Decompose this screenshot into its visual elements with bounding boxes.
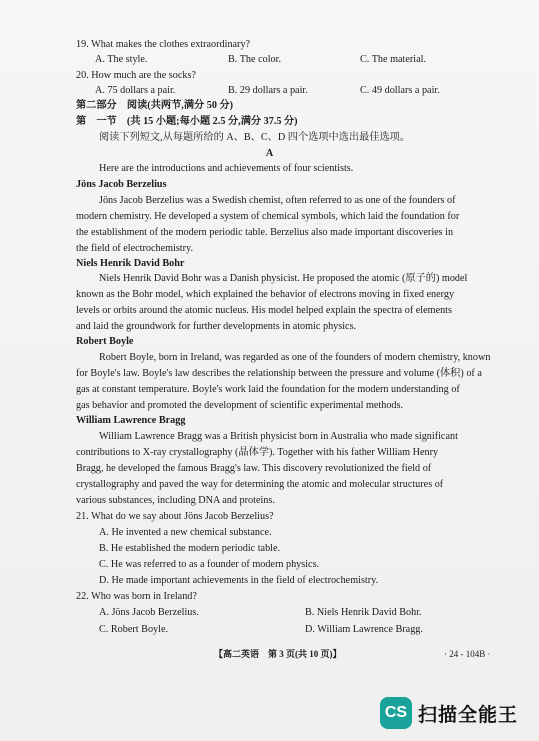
berzelius-line-4: the field of electrochemistry. <box>76 243 194 254</box>
bragg-line-5: various substances, including DNA and proteins. <box>76 495 275 506</box>
q21-option-a: A. He invented a new chemical substance. <box>99 527 272 538</box>
section1-heading: 第 一节 (共 15 小题;每小题 2.5 分,满分 37.5 分) <box>76 116 298 127</box>
q19-option-c: C. The material. <box>360 54 427 65</box>
q19-option-a: A. The style. <box>95 54 148 65</box>
bohr-line-4: and laid the groundwork for further developments in atomic physics. <box>76 321 357 332</box>
q21-option-c: C. He was referred to as a founder of modern physics. <box>99 559 320 570</box>
page-footer: 【高二英语 第 3 页(共 10 页)】 <box>214 649 342 659</box>
q22-option-b: B. Niels Henrik David Bohr. <box>305 607 422 618</box>
bohr-line-3: levels or orbits around the atomic nucleus. His model helped explain the spectra of elements <box>76 305 452 316</box>
q22-option-c: C. Robert Boyle. <box>99 624 169 635</box>
bohr-line-2: known as the Bohr model, which explained the behavior of electrons moving in fixed energy <box>76 289 455 300</box>
boyle-line-3: gas at constant temperature. Boyle's work laid the foundation for the modern understanding of <box>76 384 460 395</box>
bragg-line-2: contributions to X-ray crystallography (晶体学). Together with his father William Henry <box>76 447 439 458</box>
boyle-line-4: gas behavior and promoted the development of scientific experimental methods. <box>76 400 404 411</box>
passage-letter: A <box>265 148 274 159</box>
camscanner-logo <box>380 696 518 730</box>
q19-option-b: B. The color. <box>228 54 282 65</box>
bragg-line-1: William Lawrence Bragg was a British physicist born in Australia who made significant <box>99 431 458 442</box>
q19-stem: 19. What makes the clothes extraordinary? <box>76 39 251 50</box>
scientist-name-bragg: William Lawrence Bragg <box>76 415 186 426</box>
camscanner-name: 扫描全能王 <box>418 703 519 726</box>
q21-option-d: D. He made important achievements in the field of electrochemistry. <box>99 575 379 586</box>
q20-stem: 20. How much are the socks? <box>76 70 196 81</box>
berzelius-line-3: the establishment of the modern periodic table. Berzelius also made important discoveries in <box>76 227 454 238</box>
camscanner-badge: CS <box>380 697 412 729</box>
scientist-name-berzelius: Jöns Jacob Berzelius <box>76 179 167 190</box>
berzelius-line-2: modern chemistry. He developed a system of chemical symbols, which laid the foundation for <box>76 211 460 222</box>
q20-option-b: B. 29 dollars a pair. <box>228 85 308 96</box>
boyle-line-2: for Boyle's law. Boyle's law describes the relationship between the pressure and volume (体积) of a <box>76 368 482 379</box>
q20-option-c: C. 49 dollars a pair. <box>360 85 440 96</box>
bragg-line-4: crystallography and paved the way for determining the atomic and molecular structures of <box>76 479 444 490</box>
passage-intro: Here are the introductions and achievements of four scientists. <box>99 163 354 174</box>
q21-stem: 21. What do we say about Jöns Jacob Berzelius? <box>76 511 274 522</box>
reading-instruction: 阅读下列短文,从每题所给的 A、B、C、D 四个选项中选出最佳选项。 <box>99 132 411 143</box>
q22-stem: 22. Who was born in Ireland? <box>76 591 197 602</box>
bragg-line-3: Bragg, he developed the famous Bragg's law. This discovery revolutionized the field of <box>76 463 432 474</box>
exam-code: · 24 - 104B · <box>444 649 491 659</box>
part2-heading: 第二部分 阅读(共两节,满分 50 分) <box>76 100 234 111</box>
scientist-name-boyle: Robert Boyle <box>76 336 134 347</box>
berzelius-line-1: Jöns Jacob Berzelius was a Swedish chemist, often referred to as one of the founders of <box>99 195 456 206</box>
bohr-line-1: Niels Henrik David Bohr was a Danish physicist. He proposed the atomic (原子的) model <box>99 273 468 284</box>
q22-option-d: D. William Lawrence Bragg. <box>305 624 423 635</box>
scientist-name-bohr: Niels Henrik David Bohr <box>76 258 185 269</box>
q22-option-a: A. Jöns Jacob Berzelius. <box>99 607 199 618</box>
q21-option-b: B. He established the modern periodic table. <box>99 543 281 554</box>
q20-option-a: A. 75 dollars a pair. <box>95 85 176 96</box>
boyle-line-1: Robert Boyle, born in Ireland, was regarded as one of the founders of modern chemistry, known <box>99 352 491 363</box>
